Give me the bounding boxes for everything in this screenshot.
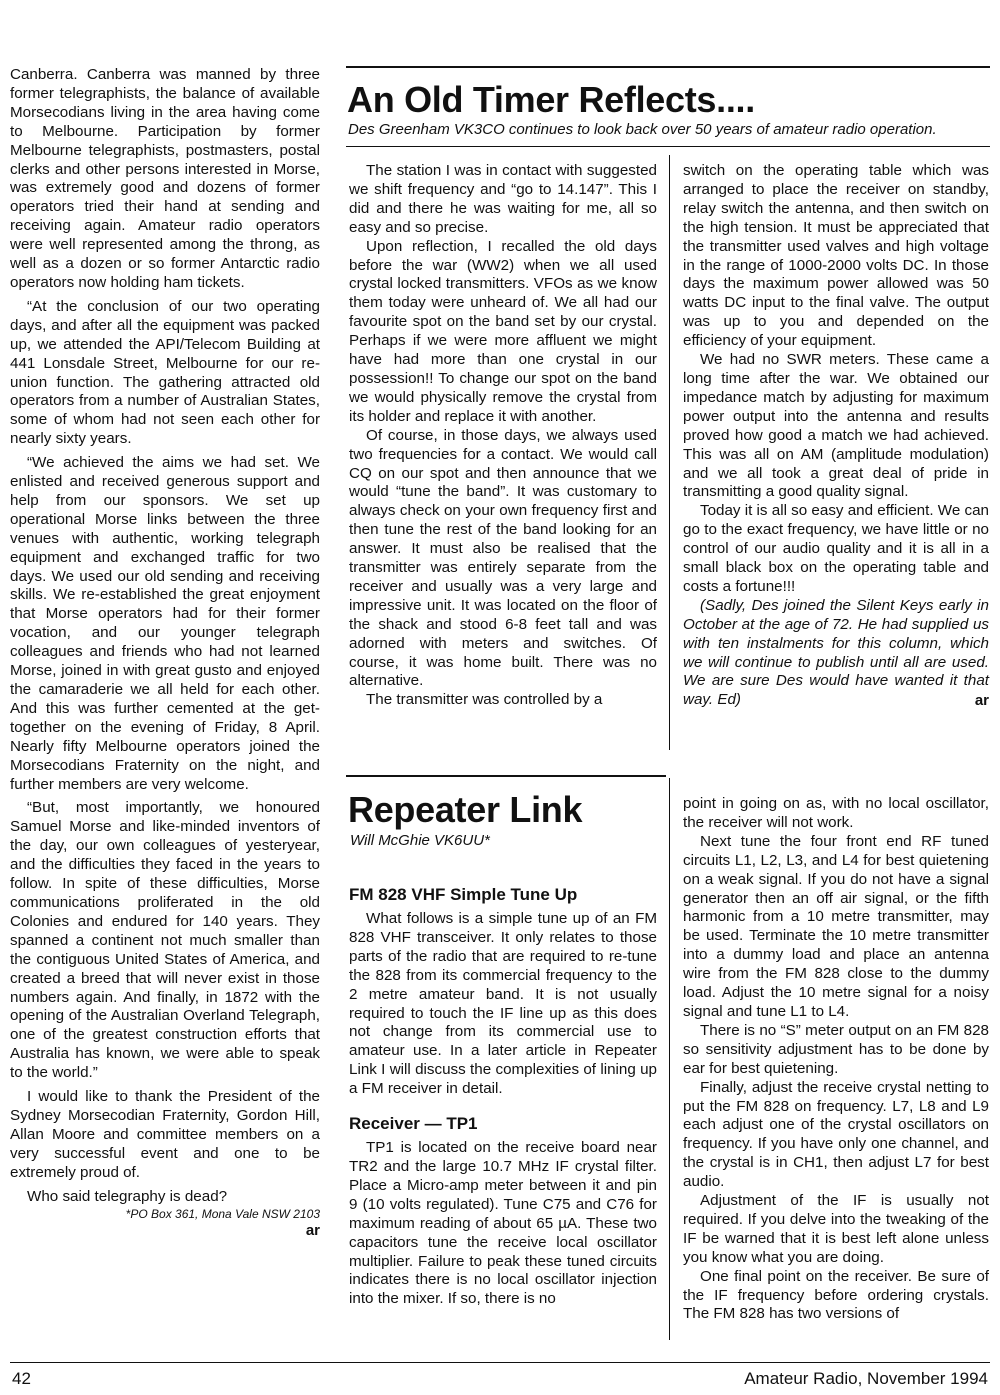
repeater-top-rule (346, 775, 666, 777)
old-timer-column-1 (349, 162, 657, 710)
repeater-link-byline: Will McGhie VK6UU* (350, 832, 490, 849)
repeater-paragraph-8: One final point on the receiver. Be sure of the IF frequency before ordering crystals. The FM 828 has two versions of (683, 1267, 989, 1323)
left-paragraph-2: “At the conclusion of our two operating days, and after all the equipment was packed up, we attended the API/Telecom Building at 441 Lonsdale Street, Melbourne for our re-union function. The gathering attracted old operators from a number of Australian States, some of whom had not seen each other for nearly sixty years. (10, 297, 320, 448)
old-timer-rule (346, 146, 990, 147)
left-paragraph-1: Canberra. Canberra was manned by three former telegraphists, the balance of available Morsecodians living in the area having come to Melbourne. Participation by former Melbourne telegraphists, postmasters, postal clerks and other persons interested in Morse, was extremely good and dozens of former operators tried their hand at sending and receiving again. Amateur radio operators were well represented among the throng, as well as a dozen or so former Antarctic radio operators now holding ham tickets. (10, 66, 320, 291)
repeater-paragraph-7: Adjustment of the IF is usually not required. If you delve into the tweaking of the IF be warned that it is best left alone unless you know what you are doing. (683, 1192, 989, 1266)
left-column (10, 66, 320, 1240)
column-divider-top (669, 155, 670, 750)
repeater-column-1 (349, 884, 657, 1309)
repeater-paragraph-4: Next tune the four front end RF tuned circuits L1, L2, L3, and L4 for best quietening on a weak signal. If you do not have a signal generator then an off air signal, or the fifth harmonic from a 10 metre transmitter, may be used. Terminate the 10 metre transmitter into a dummy load and place an antenna wire from the FM 828 close to the dummy load. Adjust the 10 metre signal for a noisy signal and tune L1 to L4. (683, 832, 989, 1020)
old-timer-paragraph-5: switch on the operating table which was arranged to place the receiver on standby, relay switch the antenna, and then switch on the high tension. It must be appreciated that the transmitter used valves and high voltage in the range of 1000-2000 volts DC. In those days the maximum power allowed was 50 watts DC input to the final valve. The output was up to you and depended on the efficiency of your equipment. (683, 162, 989, 350)
old-timer-title: An Old Timer Reflects.... (347, 79, 755, 120)
old-timer-column-2 (683, 162, 989, 710)
author-address: *PO Box 361, Mona Vale NSW 2103 (125, 1207, 320, 1222)
repeater-paragraph-2: TP1 is located on the receive board near TR2 and the large 10.7 MHz IF crystal filter. Place a Micro-amp meter between it and pin 9 (10 volts regulated). Tune C75 and C76 for maximum reading of about 65 µA. These two capacitors tune the receive local oscillator multiplier. Failure to peak these tuned circuits indicates there is no local oscillator injection into the mixer. If so, there is no (349, 1139, 657, 1308)
repeater-paragraph-5: There is no “S” meter output on an FM 828 so sensitivity adjustment has to be done by ear for best quietening. (683, 1021, 989, 1077)
left-paragraph-3: “We achieved the aims we had set. We enlisted and received generous support and help from our sponsors. We set up operational Morse links between the three venues with authentic, working telegraph equipment and exchanged traffic for two days. We used our old sending and receiving skills. We re-established the great enjoyment that Morse operators had for their former vocation, and our younger telegraph colleagues and friends who had not learned Morse, joined in with great gusto and enjoyed the camaraderie we all held for each other. And this was further cemented at the get-together on the evening of Friday, 8 April. Nearly fifty Melbourne operators joined the Morsecodians Fraternity on the night, and further members are very welcome. (10, 454, 320, 793)
repeater-column-2 (683, 795, 989, 1324)
old-timer-paragraph-2: Upon reflection, I recalled the old days before the war (WW2) when we all used crystal locked transmitters. VFOs as we know them today were unheard of. We all had our favourite spot on the band set by our crystal. Perhaps if we were more affluent we might have had more than one crystal in our possession!! To change our spot on the band we would physically remove the crystal from its holder and replace it with another. (349, 237, 657, 425)
left-paragraph-4: “But, most importantly, we honoured Samuel Morse and like-minded inventors of the day, our own colleagues of yesteryear, and the difficulties they faced in the years to follow. In spite of these difficulties, Morse communications proliferated in the old Colonies and endured for 140 years. They spanned a continent not much smaller than the contiguous United States of America, and created a breed that will never exist in those numbers again. And finally, in 1872 with the opening of the Australian Overland Telegraph, one of the greatest construction efforts that Australia has known, we were able to speak to the world.” (10, 799, 320, 1082)
page-number: 42 (12, 1369, 31, 1388)
left-paragraph-5: I would like to thank the President of the Sydney Morsecodian Fraternity, Gordon Hill, Allan Moore and committee members on a very successful event and one to be extremely proud of. (10, 1088, 320, 1181)
repeater-paragraph-6: Finally, adjust the receive crystal netting to put the FM 828 on frequency. L7, L8 and L9 each adjust one of the crystal oscillators on frequency. If you have only one channel, and the crystal is in CH1, then adjust L7 for best audio. (683, 1078, 989, 1191)
top-rule (346, 66, 990, 68)
footer-rule (10, 1362, 990, 1363)
old-timer-paragraph-3: Of course, in those days, we always used two frequencies for a contact. We would call CQ on our spot and then announce that we would “tune the band”. It was customary to always check on your own frequency first and then tune the rest of the band looking for an answer. It must also be realised that the transmitter was entirely separate from the receiver and usually was a very large and impressive unit. It was located on the floor of the shack and stood 6-8 feet tall and was adorned with meters and switches. Of course, it was home built. There was no alternative. (349, 426, 657, 690)
end-mark-old-timer: ar (974, 692, 989, 710)
old-timer-paragraph-4: The transmitter was controlled by a (366, 691, 603, 709)
old-timer-paragraph-1: The station I was in contact with suggested we shift frequency and “go to 14.147”. This I did and there he was waiting for me, all so easy and so precise. (349, 162, 657, 236)
publication-name: Amateur Radio, November 1994 (744, 1369, 988, 1388)
old-timer-paragraph-6: We had no SWR meters. These came a long time after the war. We obtained our impedance match by adjusting for maximum power output into the antenna and results proved how good a match we had achieved. This was all on AM (amplitude modulation) and we all took a great deal of pride in transmitting a good quality signal. (683, 351, 989, 501)
editor-note: (Sadly, Des joined the Silent Keys early in October at the age of 72. He had supplied us with ten instalments for this column, which we will continue to publish until all are used. We are sure Des would have wanted it that way. Ed) (683, 596, 989, 709)
repeater-paragraph-3: point in going on as, with no local oscillator, the receiver will not work. (683, 795, 989, 831)
old-timer-subtitle: Des Greenham VK3CO continues to look back over 50 years of amateur radio operation. (348, 121, 937, 138)
column-divider-bottom (669, 778, 670, 1340)
end-mark-left: ar (305, 1222, 320, 1240)
repeater-link-title: Repeater Link (348, 789, 583, 830)
old-timer-paragraph-7: Today it is all so easy and efficient. We can go to the exact frequency, we have little or no control of our audio quality and it is all in a small black box on the operating table and costs a fortune!!! (683, 502, 989, 595)
section-heading-tune-up: FM 828 VHF Simple Tune Up (349, 885, 578, 904)
section-heading-receiver: Receiver — TP1 (349, 1114, 478, 1134)
repeater-paragraph-1: What follows is a simple tune up of an FM 828 VHF transceiver. It only relates to those parts of the radio that are required to re-tune the 828 from its commercial frequency to the 2 metre amateur band. It is not usually required to touch the IF line up as this does not change from its commercial use to amateur use. In a later article in Repeater Link I will discuss the complexities of lining up a FM receiver in detail. (349, 910, 657, 1098)
left-paragraph-6: Who said telegraphy is dead? (27, 1187, 228, 1205)
